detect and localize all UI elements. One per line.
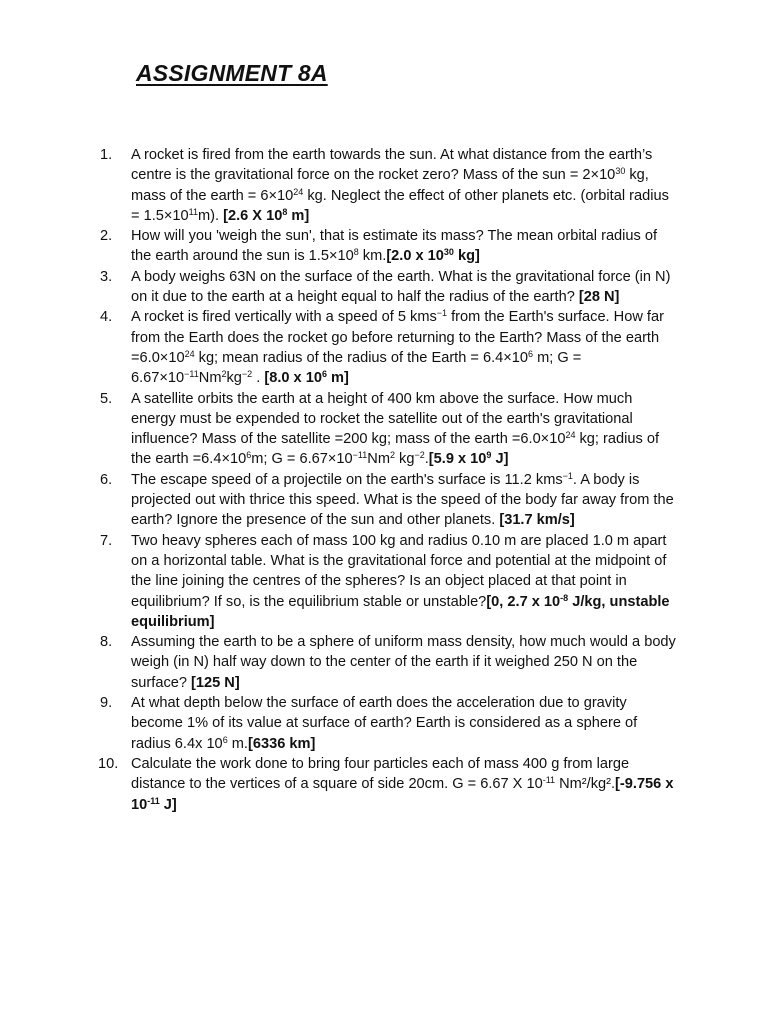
text-segment: kg; mean radius of the radius of the Earth = 6.4×10 [194, 349, 529, 366]
text-segment: . [252, 370, 265, 387]
answer-key [223, 208, 309, 224]
text-segment: . [424, 451, 429, 468]
superscript: 24 [293, 186, 304, 197]
answer-key [191, 675, 240, 691]
text-segment: . A body is projected out with thrice this speed. What is the speed of the body far away from the earth? Ignore the presence of the sun and other planets. [131, 471, 674, 529]
question-text [131, 756, 629, 792]
question-number: 5. [100, 390, 113, 407]
text-segment: Two heavy spheres each of mass 100 kg and radius 0.10 m are placed 1.0 m apart on a horizontal table. What is the gravitational force and potential at the midpoint of the line joining the centres of the spheres? Is an object placed at that point in equilibrium? If so, is the equilibrium stable or unstable? [131, 532, 667, 610]
question-number: 3. [100, 268, 113, 285]
question-item [100, 531, 680, 632]
text-segment: How will you 'weigh the sun', that is estimate its mass? The mean orbital radius of the earth around the sun is 1.5×10 [131, 228, 658, 265]
text-segment: Assuming the earth to be a sphere of uniform mass density, how much would a body weigh (in N) half way down to the center of the earth if it weighed 250 N on the surface? [131, 634, 676, 691]
text-segment: [-9.756 x 10 [131, 776, 674, 813]
answer-key [386, 248, 480, 264]
question-item [100, 470, 680, 531]
text-segment: kg; radius of the earth =6.4×10 [131, 431, 660, 468]
question-number: 6. [100, 471, 113, 488]
text-segment: A body weighs 63N on the surface of the earth. What is the gravitational force (in N) on it due to the earth at a height equal to half the radius of the earth? [131, 268, 671, 306]
text-segment: kg] [453, 248, 480, 265]
question-text [131, 391, 659, 468]
text-segment: [2.0 x 10 [386, 248, 444, 265]
text-segment: Calculate the work done to bring four particles each of mass 400 g from large distance to the vertices of a square of side 20cm. G = 6.67 X 10 [131, 755, 630, 793]
text-segment: m] [287, 207, 310, 224]
text-segment: J/kg, unstable equilibrium] [131, 593, 670, 630]
question-number: 4. [100, 309, 113, 326]
question-text [131, 695, 637, 752]
text-segment: m; G = 6.67×10 [131, 349, 582, 387]
text-segment: Nm [198, 370, 222, 387]
question-text [131, 147, 669, 224]
text-segment: [5.9 x 10 [428, 451, 487, 468]
text-segment: [2.6 X 10 [223, 207, 283, 224]
text-segment: m). [197, 207, 224, 224]
superscript: 24 [184, 348, 195, 359]
question-item [100, 145, 680, 226]
question-item [100, 267, 680, 308]
superscript: 24 [565, 430, 576, 441]
question-item [100, 693, 680, 754]
superscript: -11 [542, 775, 556, 786]
text-segment: m. [227, 735, 248, 752]
superscript: 11 [188, 206, 198, 217]
superscript: 6 [528, 348, 534, 359]
superscript: 9 [486, 450, 492, 461]
question-number: 7. [100, 532, 113, 549]
question-item [100, 389, 680, 470]
text-segment: kg. Neglect the effect of other planets etc. (orbital radius = 1.5×10 [131, 187, 669, 224]
superscript: 8 [353, 247, 359, 258]
question-number: 8. [100, 634, 113, 651]
question-number: 2. [100, 228, 113, 245]
superscript: 2 [221, 369, 227, 380]
text-segment: kg [395, 451, 415, 468]
question-number: 10. [98, 755, 119, 772]
text-segment: [28 N] [578, 289, 620, 306]
superscript: −11 [352, 450, 368, 461]
superscript: -8 [560, 592, 569, 603]
answer-key [264, 370, 349, 386]
text-segment: kg [226, 370, 242, 387]
question-item [100, 226, 680, 267]
text-segment: A satellite orbits the earth at a height of 400 km above the surface. How much energy must be expended to rocket the satellite out of the earth's gravitational influence? Mass of the satellite =200 kg; mass of the earth =6.0×10 [131, 390, 633, 448]
superscript: −1 [436, 308, 448, 319]
answer-key [499, 512, 574, 528]
answer-key [579, 289, 620, 305]
text-segment: The escape speed of a projectile on the earth's surface is 11.2 kms [131, 471, 563, 488]
text-segment: [0, 2.7 x 10 [486, 593, 561, 610]
question-text [131, 309, 664, 386]
question-list [100, 145, 680, 815]
text-segment: Nm²/kg². [555, 776, 616, 793]
page-title: ASSIGNMENT 8A [136, 60, 328, 86]
superscript: 6 [246, 450, 252, 461]
question-number: 9. [100, 695, 113, 712]
text-segment: [6336 km] [247, 735, 316, 752]
question-item [100, 632, 680, 693]
question-number: 1. [100, 147, 113, 163]
question-item [100, 307, 680, 388]
superscript: 30 [615, 166, 626, 177]
superscript: 6 [222, 734, 228, 745]
text-segment: kg, mass of the earth = 6×10 [131, 167, 649, 204]
superscript: −2 [241, 369, 253, 380]
question-item [100, 754, 680, 815]
text-segment: [31.7 km/s] [499, 512, 575, 529]
text-segment: A rocket is fired vertically with a speed of 5 kms [131, 309, 437, 326]
answer-key [429, 451, 509, 467]
text-segment: km. [358, 248, 387, 265]
superscript: 8 [282, 206, 288, 217]
text-segment: Nm [367, 451, 390, 468]
text-segment: J] [491, 451, 509, 468]
superscript: −1 [562, 470, 573, 481]
text-segment: m] [326, 370, 349, 387]
superscript: -11 [147, 795, 160, 806]
question-text [131, 472, 674, 529]
text-segment: J] [159, 796, 177, 813]
superscript: −2 [414, 450, 425, 461]
text-segment: m; G = 6.67×10 [251, 451, 353, 468]
superscript: 6 [321, 369, 327, 380]
superscript: 30 [443, 247, 454, 258]
text-segment: [8.0 x 10 [264, 370, 322, 387]
answer-key [248, 736, 315, 752]
superscript: 2 [389, 450, 395, 461]
text-segment: A rocket is fired from the earth towards the sun. At what distance from the earth’s centre is the gravitational force on the rocket zero? Mass of the sun = 2×10 [131, 147, 653, 184]
text-segment: [125 N] [191, 674, 240, 691]
superscript: −11 [184, 369, 199, 380]
text-segment: At what depth below the surface of earth does the acceleration due to gravity become 1% of its value at surface of earth? Earth is considered as a sphere of radius 6.4x 10 [131, 695, 638, 752]
text-segment: from the Earth's surface. How far from the Earth does the rocket go before returning to the Earth? Mass of the earth =6.0×10 [131, 309, 664, 366]
